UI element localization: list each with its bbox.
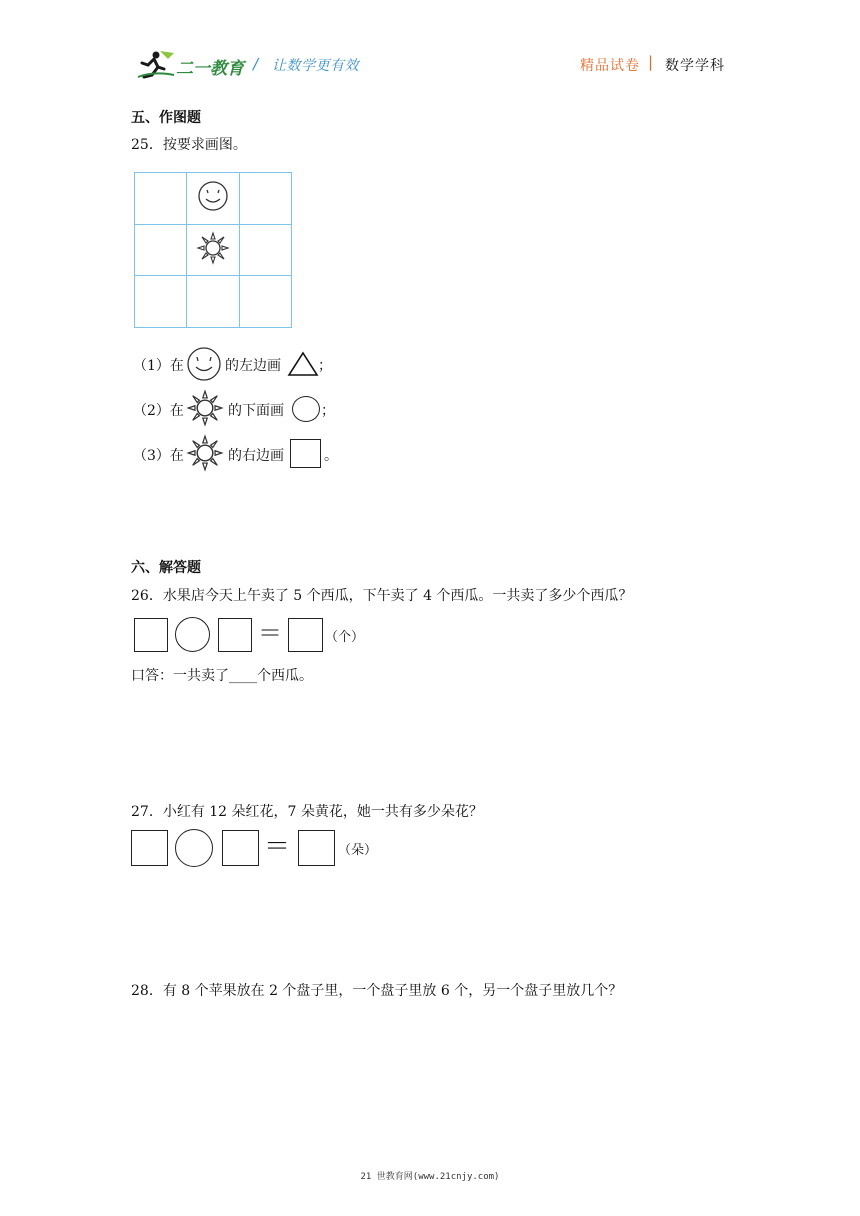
q26-answer-line — [131, 665, 313, 685]
answer-box[interactable] — [298, 830, 335, 866]
sun-icon — [186, 434, 224, 472]
operator-circle[interactable] — [175, 617, 210, 652]
answer-box[interactable] — [288, 618, 323, 652]
circle-shape — [292, 396, 320, 422]
question-27-stem: 27．小红有 12 朵红花，7 朵黄花，她一共有多少朵花？ — [131, 804, 483, 820]
answer-box[interactable] — [218, 618, 252, 652]
header-slash: / — [253, 55, 259, 73]
grid-cell — [135, 173, 187, 225]
square-shape — [290, 439, 321, 468]
grid-cell — [187, 276, 239, 328]
answer-box[interactable] — [134, 618, 168, 652]
unit-label: （个） — [325, 630, 365, 645]
q25-item-2-end: ； — [321, 403, 335, 419]
runner-logo-icon — [134, 49, 178, 81]
grid-cell — [135, 276, 187, 328]
equals-sign: ＝ — [264, 832, 291, 862]
answer-blank[interactable]: ____ — [229, 668, 257, 684]
smiley-face-icon — [185, 346, 223, 382]
brand-slogan: 让数学更有效 — [272, 58, 359, 74]
question-25-stem: 25．按要求画图。 — [131, 137, 247, 153]
answer-suffix: 个西瓜。 — [257, 668, 313, 684]
page-footer: 21 世教育网(www.21cnjy.com) — [360, 1172, 500, 1182]
q25-item-2-prefix: （2）在 — [133, 403, 184, 419]
q25-item-3-end: 。 — [324, 448, 338, 464]
header-separator: | — [648, 53, 654, 71]
sun-icon — [196, 231, 230, 265]
section-five-title: 五、作图题 — [131, 110, 201, 126]
sun-icon — [186, 389, 224, 427]
q25-item-3-prefix: （3）在 — [133, 448, 184, 464]
smiley-face-icon — [196, 179, 230, 213]
operator-circle[interactable] — [175, 829, 213, 867]
answer-box[interactable] — [222, 830, 259, 866]
equals-sign: ＝ — [258, 619, 282, 647]
question-28-stem: 28．有 8 个苹果放在 2 个盘子里，一个盘子里放 6 个，另一个盘子里放几个？ — [131, 983, 623, 999]
q25-item-1-text: 的左边画 — [225, 358, 281, 374]
unit-label: （朵） — [338, 843, 378, 858]
answer-prefix: 口答：一共卖了 — [131, 668, 229, 684]
question-26-stem: 26．水果店今天上午卖了 5 个西瓜，下午卖了 4 个西瓜。一共卖了多少个西瓜？ — [131, 588, 633, 604]
grid-cell — [187, 173, 239, 225]
grid-cell — [239, 276, 291, 328]
header-subject: 数学学科 — [665, 58, 725, 74]
grid-cell — [135, 224, 187, 276]
grid-cell — [239, 173, 291, 225]
section-six-title: 六、解答题 — [131, 560, 201, 576]
brand-name: 二一教育 — [176, 59, 244, 79]
answer-box[interactable] — [131, 830, 168, 866]
grid-cell — [187, 224, 239, 276]
header-tag: 精品试卷 — [580, 58, 640, 74]
q25-item-1-end: ； — [318, 358, 332, 374]
drawing-grid — [134, 172, 292, 328]
q25-item-2-text: 的下面画 — [228, 403, 284, 419]
q25-item-3-text: 的右边画 — [228, 448, 284, 464]
triangle-icon — [287, 351, 319, 377]
q25-item-1-prefix: （1）在 — [133, 358, 184, 374]
grid-cell — [239, 224, 291, 276]
